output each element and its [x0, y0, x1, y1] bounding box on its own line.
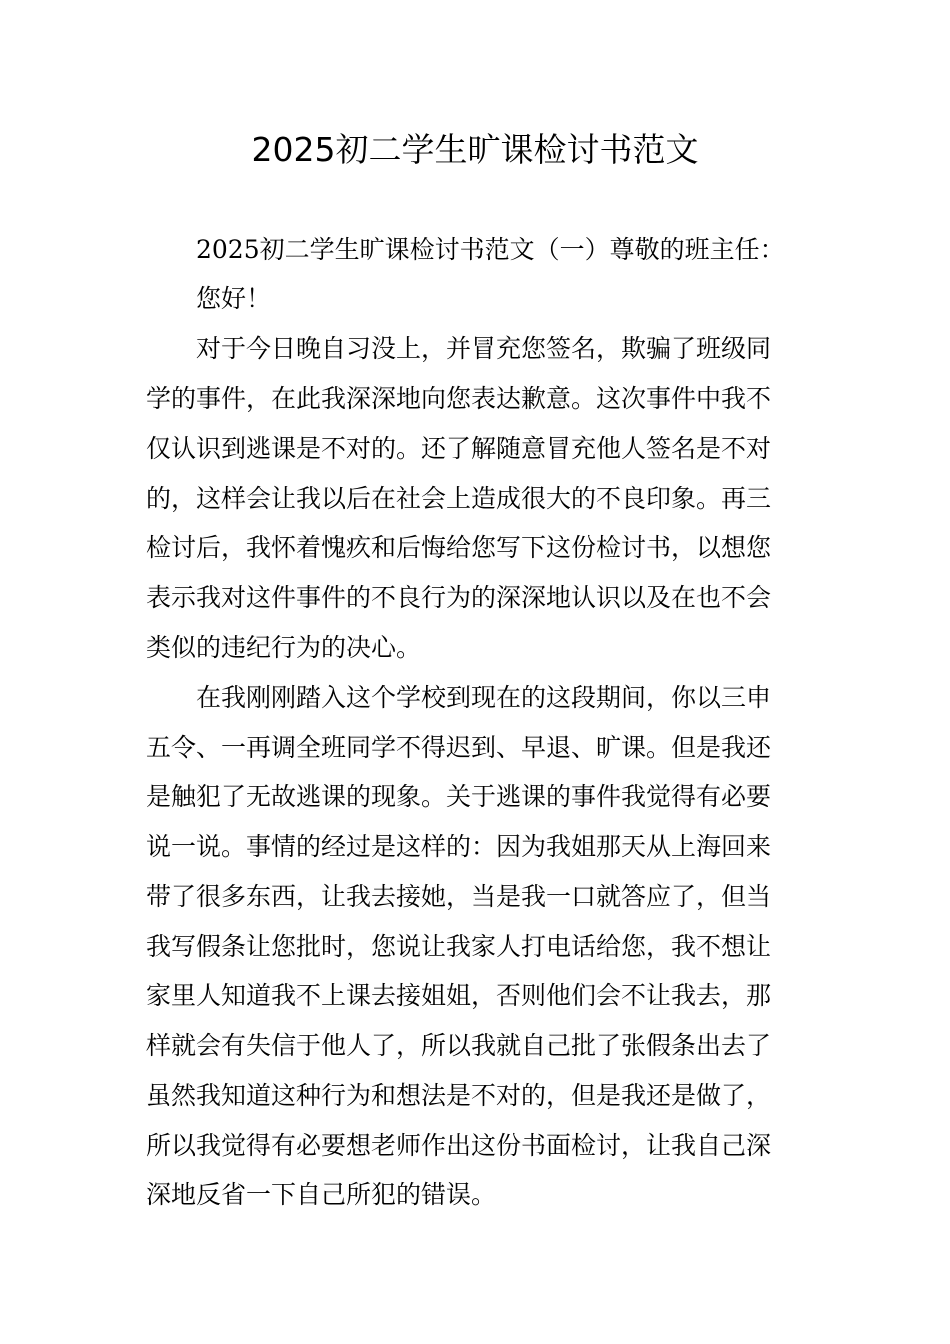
text-line: 家里人知道我不上课去接姐姐，否则他们会不让我去，那 — [146, 981, 772, 1010]
text-line: 样就会有失信于他人了，所以我就自己批了张假条出去了 — [146, 1031, 772, 1060]
text-line: 说一说。事情的经过是这样的：因为我姐那天从上海回来 — [146, 832, 772, 861]
text-line: 我写假条让您批时，您说让我家人打电话给您，我不想让 — [146, 932, 772, 961]
text-line: 类似的违纪行为的决心。 — [146, 633, 422, 662]
text-line: 学的事件，在此我深深地向您表达歉意。这次事件中我不 — [146, 384, 772, 413]
text-line: 五令、一再调全班同学不得迟到、早退、旷课。但是我还 — [146, 733, 772, 762]
text-line: 的，这样会让我以后在社会上造成很大的不良印象。再三 — [146, 484, 772, 513]
text-line: 对于今日晚自习没上，并冒充您签名，欺骗了班级同 — [196, 334, 772, 363]
text-line: 您好！ — [196, 284, 272, 313]
text-line: 是触犯了无故逃课的现象。关于逃课的事件我觉得有必要 — [146, 782, 772, 811]
text-line: 2025初二学生旷课检讨书范文（一）尊敬的班主任： — [196, 235, 785, 264]
document-title: 2025初二学生旷课检讨书范文 — [251, 130, 699, 169]
text-line: 在我刚刚踏入这个学校到现在的这段期间，你以三申 — [196, 683, 772, 712]
text-line: 虽然我知道这种行为和想法是不对的，但是我还是做了， — [146, 1081, 772, 1110]
text-line: 所以我觉得有必要想老师作出这份书面检讨，让我自己深 — [146, 1131, 772, 1160]
text-line: 表示我对这件事件的不良行为的深深地认识以及在也不会 — [146, 583, 772, 612]
text-line: 带了很多东西，让我去接她，当是我一口就答应了，但当 — [146, 882, 772, 911]
text-line: 仅认识到逃课是不对的。还了解随意冒充他人签名是不对 — [146, 434, 772, 463]
text-line: 检讨后，我怀着愧疚和后悔给您写下这份检讨书，以想您 — [146, 533, 772, 562]
text-line: 深地反省一下自己所犯的错误。 — [146, 1180, 497, 1209]
